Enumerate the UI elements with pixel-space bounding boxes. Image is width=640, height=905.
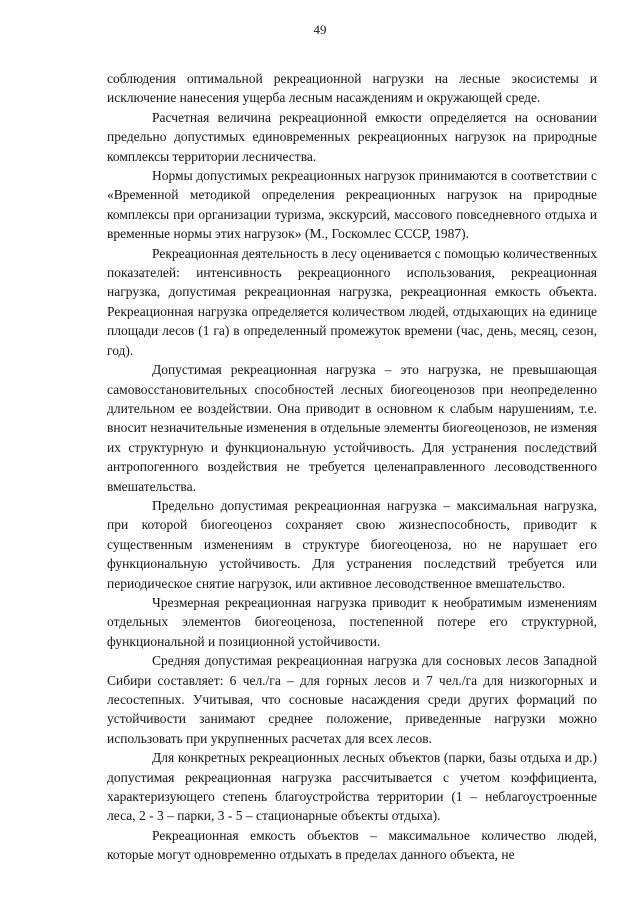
body-text <box>107 69 597 865</box>
paragraph: Предельно допустимая рекреационная нагрузка – максимальная нагрузка, при которой биогеоценоз сохраняет свою жизнеспособность, приводит к существенным изменениям в структуре биогеоценоза, но не нарушает его функциональную устойчивость. Для устранения последствий требуется или периодическое снятие нагрузок, или активное лесоводственное вмешательство. <box>107 497 597 591</box>
paragraph-continuation: соблюдения оптимальной рекреационной нагрузки на лесные экосистемы и исключение нанесения ущерба лесным насаждениям и окружающей среде. <box>107 71 597 106</box>
page-number: 49 <box>313 22 327 37</box>
paragraph: Чрезмерная рекреационная нагрузка приводит к необратимым изменениям отдельных элементов биогеоценоза, постепенной потере его структурной, функциональной и позиционной устойчивости. <box>107 594 597 649</box>
paragraph: Расчетная величина рекреационной емкости определяется на основании предельно допустимых единовременных рекреационных нагрузок на природные комплексы территории лесничества. <box>107 109 597 164</box>
paragraph: Средняя допустимая рекреационная нагрузка для сосновых лесов Западной Сибири составляет: 6 чел./га – для горных лесов и 7 чел./га для низкогорных и лесостепных. Учитывая, что сосновые насаждения среди других формаций по устойчивости занимают среднее положение, приведенные нагрузки можно использовать при укрупненных расчетах для всех лесов. <box>107 653 597 746</box>
paragraph: Рекреационная емкость объектов – максимальное количество людей, которые могут одновременно отдыхать в пределах данного объекта, не <box>107 827 597 863</box>
paragraph: Для конкретных рекреационных лесных объектов (парки, базы отдыха и др.) допустимая рекреационная нагрузка рассчитывается с учетом коэффициента, характеризующего степень благоустройства территории (1 – неблагоустроенные леса, 2 - 3 – парки, 3 - 5 – стационарные объекты отдыха). <box>107 750 597 824</box>
paragraph: Допустимая рекреационная нагрузка – это нагрузка, не превышающая самовосстановительных способностей лесных биогеоценозов при неопределенно длительном ее воздействии. Она приводит в основном к слабым нарушениям, т.е. вносит незначительные изменения в отдельные элементы биогеоценозов, не изменяя их структурную и функциональную устойчивость. Для устранения последствий антропогенного воздействия не требуется целенаправленного лесоводственного вмешательства. <box>107 362 597 494</box>
paragraph: Нормы допустимых рекреационных нагрузок принимаются в соответствии с «Временной методикой определения рекреационных нагрузок на природные комплексы при организации туризма, экскурсий, массового повседневного отдыха и временные нормы этих нагрузок» (М., Госкомлес СССР, 1987). <box>107 168 597 242</box>
paragraph: Рекреационная деятельность в лесу оценивается с помощью количественных показателей: интенсивность рекреационного использования, рекреационная нагрузка, допустимая рекреационная нагрузка, рекреационная емкость объекта. Рекреационная нагрузка определяется количеством людей, отдыхающих на единице площади лесов (1 га) в определенный промежуток времени (час, день, месяц, сезон, год). <box>107 245 597 358</box>
